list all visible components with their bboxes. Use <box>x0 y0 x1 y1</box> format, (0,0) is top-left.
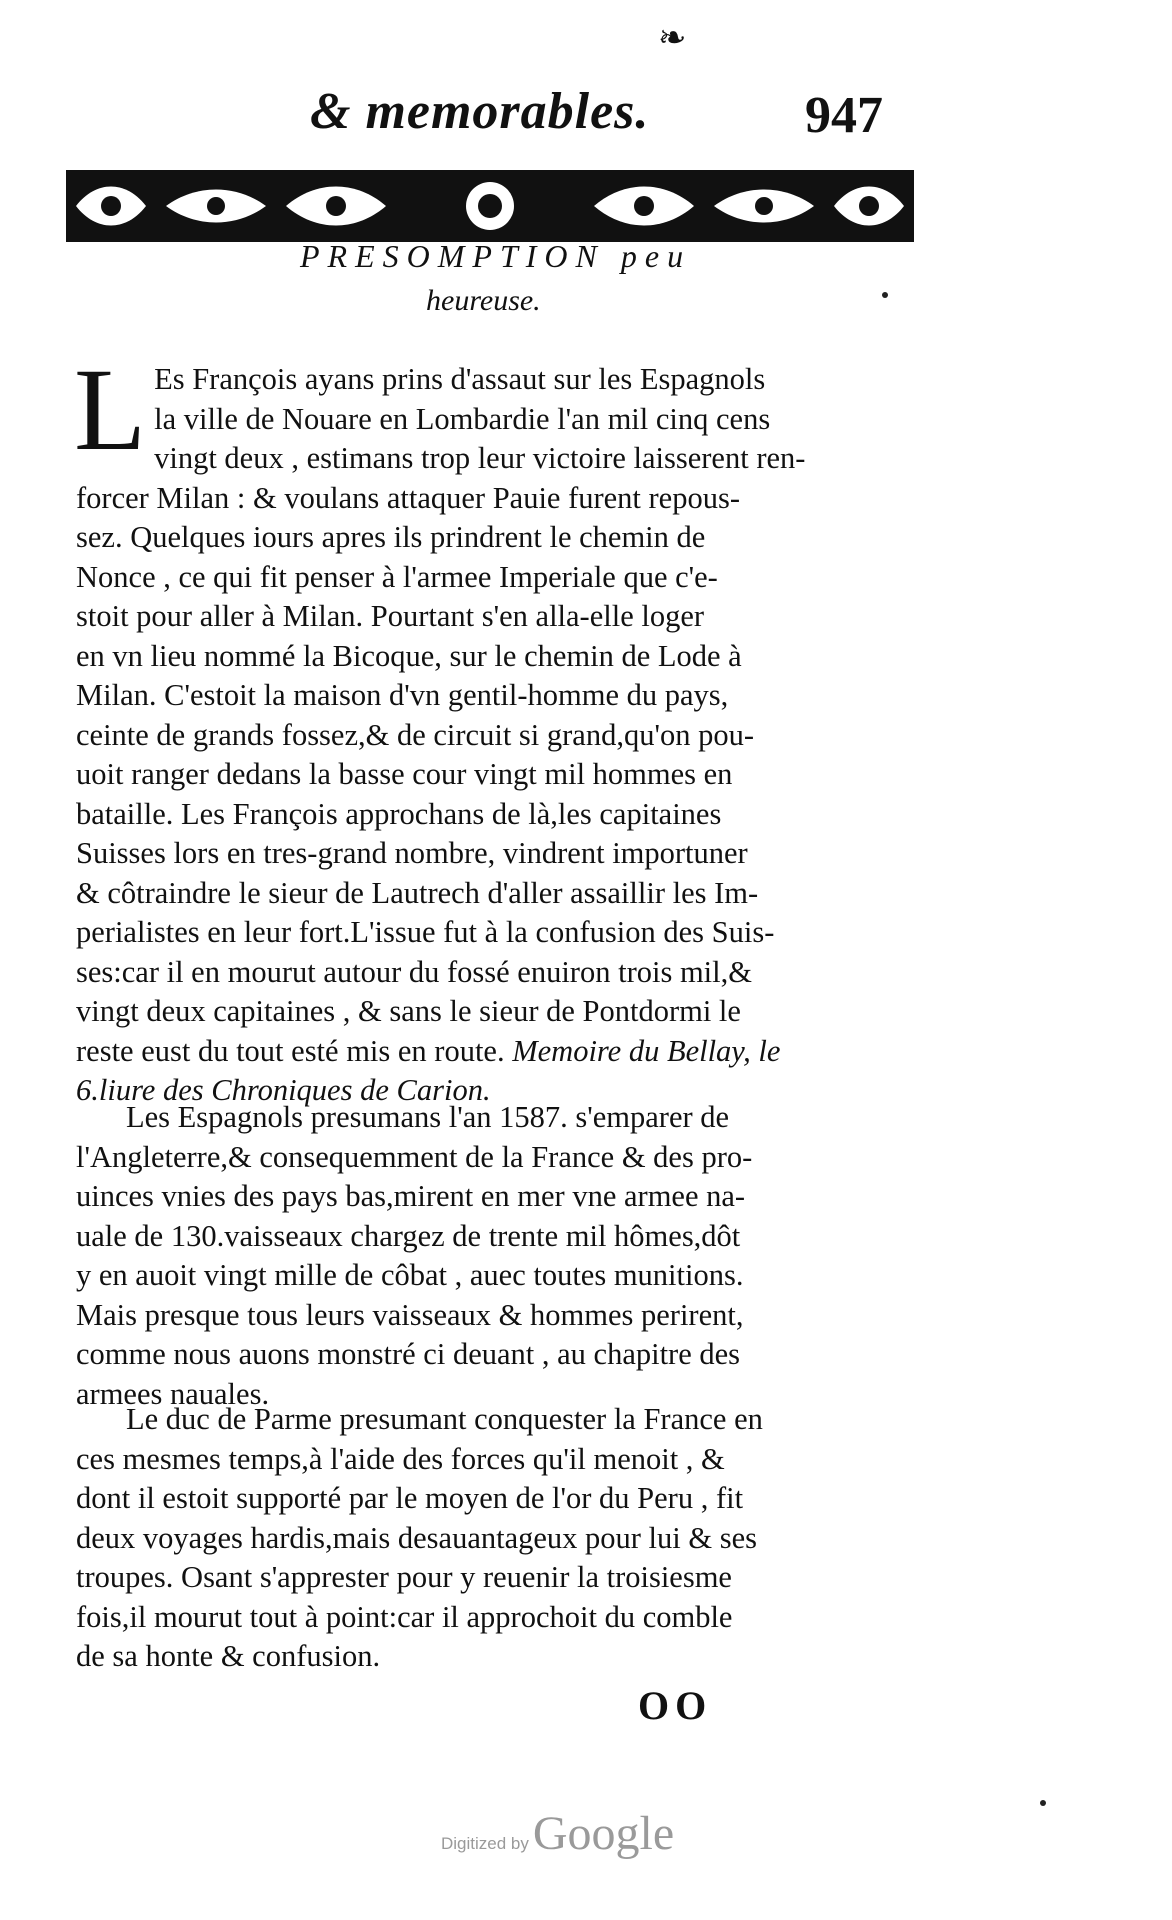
signature-mark: OO <box>638 1683 713 1728</box>
text-line: Mais presque tous leurs vaisseaux & hommes perirent, <box>76 1297 744 1332</box>
text-line: ceinte de grands fossez,& de circuit si grand,qu'on pou- <box>76 717 754 752</box>
citation: Memoire du Bellay, le <box>512 1033 781 1068</box>
section-title-continued: heureuse. <box>426 284 541 317</box>
text-line-with-citation <box>76 1032 928 1072</box>
decorative-headpiece <box>66 170 914 242</box>
text-line: de sa honte & confusion. <box>76 1639 381 1673</box>
text-line: Milan. C'estoit la maison d'vn gentil-homme du pays, <box>76 678 729 712</box>
text-line: troupes. Osant s'apprester pour y reuenir la troisiesme <box>76 1560 732 1594</box>
paragraph-armada <box>76 1098 928 1414</box>
text-line: ces mesmes temps,à l'aide des forces qu'il menoit , & <box>76 1441 725 1476</box>
text-line: forcer Milan : & voulans attaquer Pauie furent repous- <box>76 480 741 515</box>
text-line: ses:car il en mourut autour du fossé enuiron trois mil,& <box>76 954 752 989</box>
text-line: Suisses lors en tres-grand nombre, vindrent importuner <box>76 836 748 870</box>
text-line: vingt deux capitaines , & sans le sieur de Pontdormi le <box>76 994 741 1028</box>
page-number: 947 <box>805 87 883 144</box>
citation-continued: 6.liure des Chroniques de Carion. <box>76 1073 491 1107</box>
margin-speck <box>882 292 888 298</box>
text-line: Le duc de Parme presumant conquester la France en <box>126 1402 763 1436</box>
text-fragment: reste eust du tout esté mis en route. <box>76 1033 505 1068</box>
margin-speck <box>1040 1800 1046 1806</box>
text-line: armees nauales. <box>76 1376 270 1411</box>
text-line: en vn lieu nommé la Bicoque, sur le chemin de Lode à <box>76 638 742 673</box>
text-line: comme nous auons monstré ci deuant , au chapitre des <box>76 1337 741 1371</box>
text-line: & côtraindre le sieur de Lautrech d'aller assaillir les Im- <box>76 875 759 910</box>
text-line: la ville de Nouare en Lombardie l'an mil cinq cens <box>154 401 771 436</box>
text-line: uale de 130.vaisseaux chargez de trente mil hômes,dôt <box>76 1218 741 1253</box>
text-line: deux voyages hardis,mais desauantageux pour lui & ses <box>76 1520 758 1555</box>
watermark-prefix: Digitized by <box>441 1834 529 1853</box>
text-line: Nonce , ce qui fit penser à l'armee Imperiale que c'e- <box>76 559 718 594</box>
paragraph-parme <box>76 1400 928 1677</box>
google-logo: Google <box>532 1807 675 1860</box>
text-line: uoit ranger dedans la basse cour vingt mil hommes en <box>76 757 733 791</box>
section-title: PRESOMPTION peu <box>300 238 692 274</box>
text-line: y en auoit vingt mille de côbat , auec toutes munitions. <box>76 1258 744 1292</box>
top-ornament-mark: ❧ <box>658 20 687 57</box>
text-line: dont il estoit supporté par le moyen de l'or du Peru , fit <box>76 1481 744 1515</box>
text-line: fois,il mourut tout à point:car il approchoit du comble <box>76 1599 733 1634</box>
paragraph-bicoque <box>74 344 928 1111</box>
text-line: stoit pour aller à Milan. Pourtant s'en alla-elle loger <box>76 599 705 633</box>
text-line: Les Espagnols presumans l'an 1587. s'emparer de <box>126 1100 730 1134</box>
text-line: Es François ayans prins d'assaut sur les Espagnols <box>154 362 766 396</box>
digitized-watermark <box>441 1806 674 1861</box>
text-line: uinces vnies des pays bas,mirent en mer vne armee na- <box>76 1179 746 1213</box>
text-line: perialistes en leur fort.L'issue fut à la confusion des Suis- <box>76 915 775 949</box>
text-line: sez. Quelques iours apres ils prindrent le chemin de <box>76 520 706 554</box>
running-head: & memorables. <box>310 83 650 140</box>
text-line: vingt deux , estimans trop leur victoire laisserent ren- <box>154 441 806 475</box>
text-line: bataille. Les François approchans de là,les capitaines <box>76 796 722 831</box>
text-line: l'Angleterre,& consequemment de la France & des pro- <box>76 1139 753 1174</box>
drop-cap: L <box>74 344 147 475</box>
